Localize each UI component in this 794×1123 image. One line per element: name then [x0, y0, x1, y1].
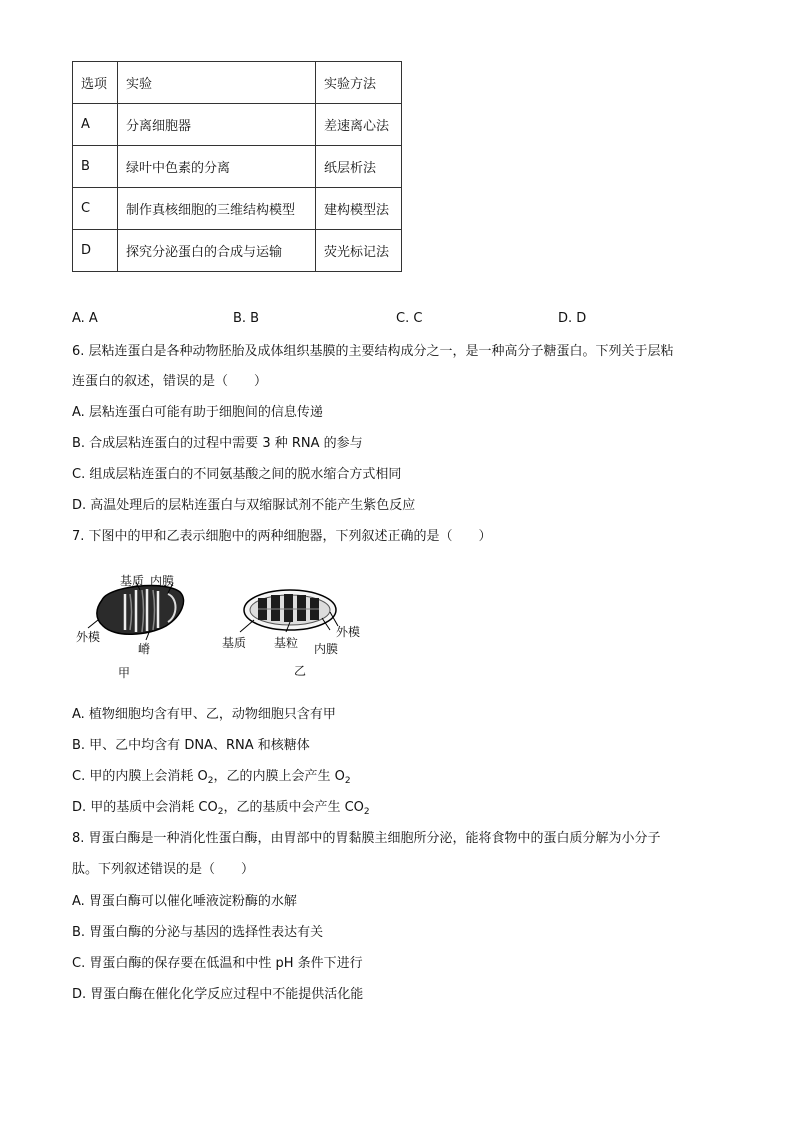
- table-cell: 建构模型法: [316, 188, 402, 230]
- table-row: [73, 146, 402, 188]
- q7-option-c: [72, 768, 351, 786]
- subscript: 2: [217, 807, 224, 817]
- table-cell: 分离细胞器: [118, 104, 316, 146]
- experiment-table: [72, 61, 402, 272]
- mito-inner-membrane-label: 内膜: [150, 574, 175, 588]
- table-row: [73, 104, 402, 146]
- chloro-outer-membrane-label: 外模: [336, 625, 361, 639]
- q5-option-d: D. D: [558, 311, 587, 326]
- subscript: 2: [363, 807, 370, 817]
- q8-stem-line1: 8. 胃蛋白酶是一种消化性蛋白酶，由胃部中的胃黏膜主细胞所分泌，能将食物中的蛋白质分解为小分子: [72, 831, 661, 846]
- chloro-inner-membrane-label: 内膜: [314, 642, 339, 656]
- q5-option-c: C. C: [396, 311, 423, 326]
- chloro-matrix-label: 基质: [222, 636, 247, 650]
- table-cell: 纸层析法: [316, 146, 402, 188]
- q8-option-d: D. 胃蛋白酶在催化化学反应过程中不能提供活化能: [72, 987, 364, 1002]
- table-header-cell: 实验: [118, 62, 316, 104]
- table-cell: 荧光标记法: [316, 230, 402, 272]
- q5-option-a: A. A: [72, 311, 98, 326]
- subscript: 2: [344, 776, 351, 786]
- q8-option-b: B. 胃蛋白酶的分泌与基因的选择性表达有关: [72, 925, 324, 940]
- table-cell: 制作真核细胞的三维结构模型: [118, 188, 316, 230]
- mito-cristae-label: 嵴: [138, 642, 151, 656]
- table-cell: B: [73, 146, 118, 188]
- mitochondrion-illustration: [70, 568, 220, 683]
- mito-caption: 甲: [118, 666, 131, 680]
- q8-option-a: A. 胃蛋白酶可以催化唾液淀粉酶的水解: [72, 894, 297, 909]
- q6-option-b: B. 合成层粘连蛋白的过程中需要 3 种 RNA 的参与: [72, 436, 363, 451]
- chloro-granum-label: 基粒: [274, 636, 299, 650]
- mitochondrion-figure: [70, 568, 220, 683]
- q7-option-a: A. 植物细胞均含有甲、乙，动物细胞只含有甲: [72, 707, 336, 722]
- q7-option-c-part2: ，乙的内膜上会产生 O: [213, 769, 345, 784]
- q7-option-c-part1: C. 甲的内膜上会消耗 O: [72, 769, 208, 784]
- table-row: [73, 188, 402, 230]
- q7-option-d-part2: ，乙的基质中会产生 CO: [223, 800, 364, 815]
- q7-stem: 7. 下图中的甲和乙表示细胞中的两种细胞器，下列叙述正确的是（ ）: [72, 529, 492, 544]
- q6-stem-line2: 连蛋白的叙述，错误的是（ ）: [72, 374, 268, 389]
- q5-option-b: B. B: [233, 311, 260, 326]
- mito-outer-membrane-label: 外模: [76, 630, 101, 644]
- table-cell: 绿叶中色素的分离: [118, 146, 316, 188]
- q6-option-d: D. 高温处理后的层粘连蛋白与双缩脲试剂不能产生紫色反应: [72, 498, 416, 513]
- subscript: 2: [207, 776, 214, 786]
- q6-stem-line1: 6. 层粘连蛋白是各种动物胚胎及成体组织基膜的主要结构成分之一，是一种高分子糖蛋白。下列关于层粘: [72, 344, 674, 359]
- q7-option-d-part1: D. 甲的基质中会消耗 CO: [72, 800, 218, 815]
- table-header-row: [73, 62, 402, 104]
- table-cell: C: [73, 188, 118, 230]
- q7-option-b: B. 甲、乙中均含有 DNA、RNA 和核糖体: [72, 738, 310, 753]
- table-header-cell: 选项: [73, 62, 118, 104]
- table-row: [73, 230, 402, 272]
- chloro-caption: 乙: [294, 664, 307, 678]
- q8-stem-line2: 肽。下列叙述错误的是（ ）: [72, 862, 255, 877]
- table-cell: 差速离心法: [316, 104, 402, 146]
- table-cell: D: [73, 230, 118, 272]
- chloroplast-figure: [218, 582, 368, 682]
- q8-option-c: C. 胃蛋白酶的保存要在低温和中性 pH 条件下进行: [72, 956, 363, 971]
- table-header-cell: 实验方法: [316, 62, 402, 104]
- mito-matrix-label: 基质: [120, 574, 145, 588]
- table-cell: 探究分泌蛋白的合成与运输: [118, 230, 316, 272]
- table-cell: A: [73, 104, 118, 146]
- q6-option-c: C. 组成层粘连蛋白的不同氨基酸之间的脱水缩合方式相同: [72, 467, 402, 482]
- q7-option-d: [72, 799, 370, 817]
- q6-option-a: A. 层粘连蛋白可能有助于细胞间的信息传递: [72, 405, 323, 420]
